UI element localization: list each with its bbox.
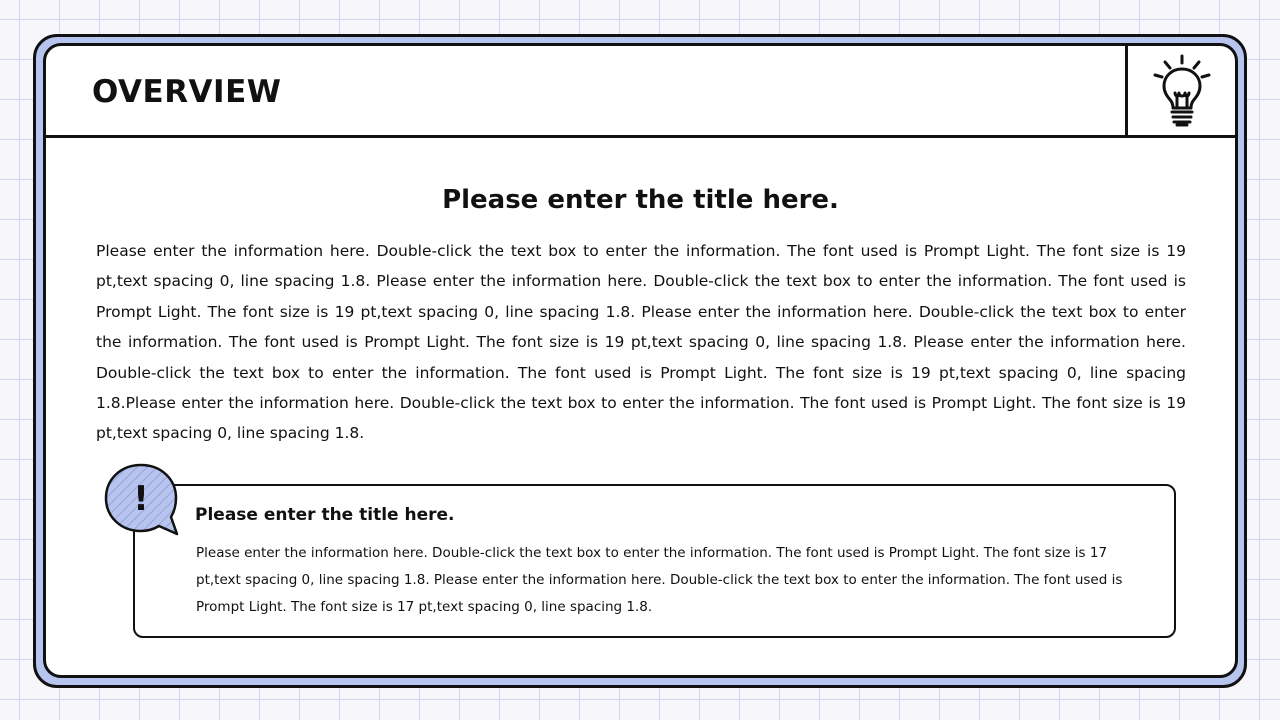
exclamation-mark: ! bbox=[133, 479, 149, 519]
page-title: OVERVIEW bbox=[92, 74, 282, 110]
lightbulb-icon bbox=[1151, 53, 1213, 129]
content-title: Please enter the title here. bbox=[442, 185, 839, 215]
header-icon-cell bbox=[1125, 46, 1235, 135]
note-callout-box bbox=[133, 484, 1176, 638]
content-body-text[interactable]: Please enter the information here. Double-click the text box to enter the information. The font used is Prompt Light. The font size is 19 pt,text spacing 0, line spacing 1.8. Please enter the information here. Double-click the text box to enter the information. The font used is Prompt Light. The font size is 19 pt,text spacing 0, line spacing 1.8. Please enter the information here. Double-click the text box to enter the information. The font used is Prompt Light. The font size is 19 pt,text spacing 0, line spacing 1.8. Please enter the information here. Double-click the text box to enter the information. The font used is Prompt Light. The font size is 19 pt,text spacing 0, line spacing 1.8.Please enter the information here. Double-click the text box to enter the information. The font used is Prompt Light. The font size is 19 pt,text spacing 0, line spacing 1.8. bbox=[96, 242, 1186, 443]
note-title: Please enter the title here. bbox=[195, 505, 455, 525]
note-body-text[interactable]: Please enter the information here. Double-click the text box to enter the information. The font used is Prompt Light. The font size is 17 pt,text spacing 0, line spacing 1.8. Please enter the information here. Double-click the text box to enter the information. The font used is Prompt Light. The font size is 17 pt,text spacing 0, line spacing 1.8. bbox=[196, 545, 1123, 615]
header-bar bbox=[46, 46, 1235, 138]
exclamation-bubble-icon bbox=[102, 462, 182, 540]
slide-card bbox=[43, 43, 1238, 678]
